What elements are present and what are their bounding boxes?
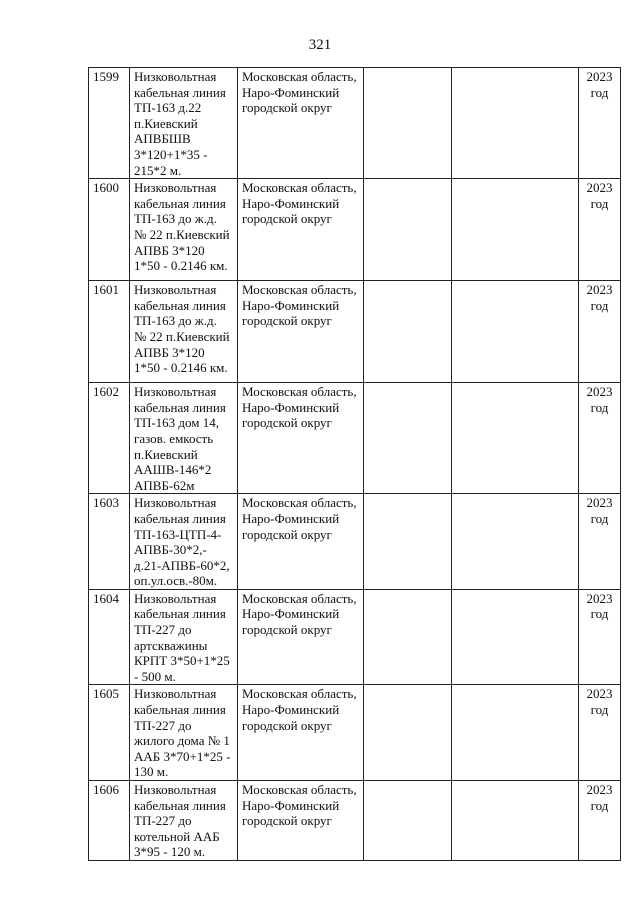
empty-cell (364, 68, 452, 179)
object-location: Московская область, Наро-Фоминский городской округ (238, 281, 364, 383)
empty-cell (364, 494, 452, 590)
row-number: 1604 (89, 589, 130, 685)
year-cell: 2023 год (579, 68, 621, 179)
page-number: 321 (308, 37, 332, 53)
object-name: Низковольтная кабельная линия ТП-163 дом 14, газов. емкость п.Киевский ААШВ-146*2 АПВБ-62м (130, 383, 238, 494)
row-number: 1603 (89, 494, 130, 590)
object-location: Московская область, Наро-Фоминский городской округ (238, 68, 364, 179)
row-number: 1600 (89, 179, 130, 281)
year-cell: 2023 год (579, 281, 621, 383)
year-cell: 2023 год (579, 685, 621, 781)
year-cell: 2023 год (579, 781, 621, 861)
table-row (89, 685, 621, 781)
empty-cell (364, 589, 452, 685)
object-location: Московская область, Наро-Фоминский городской округ (238, 494, 364, 590)
empty-cell (364, 781, 452, 861)
object-name: Низковольтная кабельная линия ТП-163 до ж.д. № 22 п.Киевский АПВБ 3*120 1*50 - 0.2146 км. (130, 281, 238, 383)
empty-cell (364, 281, 452, 383)
table-row (89, 494, 621, 590)
empty-cell (364, 179, 452, 281)
empty-cell (452, 685, 579, 781)
table-row (89, 179, 621, 281)
table-row (89, 383, 621, 494)
object-location: Московская область, Наро-Фоминский городской округ (238, 589, 364, 685)
object-name: Низковольтная кабельная линия ТП-163-ЦТП-4- АПВБ-30*2,- д.21-АПВБ-60*2, оп.ул.осв.-80м. (130, 494, 238, 590)
object-name: Низковольтная кабельная линия ТП-227 до котельной ААБ 3*95 - 120 м. (130, 781, 238, 861)
year-cell: 2023 год (579, 383, 621, 494)
empty-cell (452, 179, 579, 281)
year-cell: 2023 год (579, 494, 621, 590)
object-name: Низковольтная кабельная линия ТП-163 до ж.д. № 22 п.Киевский АПВБ 3*120 1*50 - 0.2146 км. (130, 179, 238, 281)
empty-cell (452, 589, 579, 685)
empty-cell (452, 281, 579, 383)
object-name: Низковольтная кабельная линия ТП-227 до жилого дома № 1 ААБ 3*70+1*25 - 130 м. (130, 685, 238, 781)
empty-cell (452, 383, 579, 494)
empty-cell (364, 685, 452, 781)
object-location: Московская область, Наро-Фоминский городской округ (238, 179, 364, 281)
year-cell: 2023 год (579, 589, 621, 685)
year-cell: 2023 год (579, 179, 621, 281)
row-number: 1601 (89, 281, 130, 383)
object-location: Московская область, Наро-Фоминский городской округ (238, 685, 364, 781)
table-row (89, 281, 621, 383)
object-location: Московская область, Наро-Фоминский городской округ (238, 383, 364, 494)
row-number: 1605 (89, 685, 130, 781)
empty-cell (452, 781, 579, 861)
row-number: 1602 (89, 383, 130, 494)
object-name: Низковольтная кабельная линия ТП-163 д.22 п.Киевский АПВБШВ 3*120+1*35 - 215*2 м. (130, 68, 238, 179)
row-number: 1606 (89, 781, 130, 861)
empty-cell (364, 383, 452, 494)
empty-cell (452, 68, 579, 179)
register-table (88, 67, 621, 861)
table-row (89, 68, 621, 179)
object-name: Низковольтная кабельная линия ТП-227 до артскважины КРПТ 3*50+1*25 - 500 м. (130, 589, 238, 685)
empty-cell (452, 494, 579, 590)
row-number: 1599 (89, 68, 130, 179)
table-row (89, 781, 621, 861)
table-row (89, 589, 621, 685)
object-location: Московская область, Наро-Фоминский городской округ (238, 781, 364, 861)
